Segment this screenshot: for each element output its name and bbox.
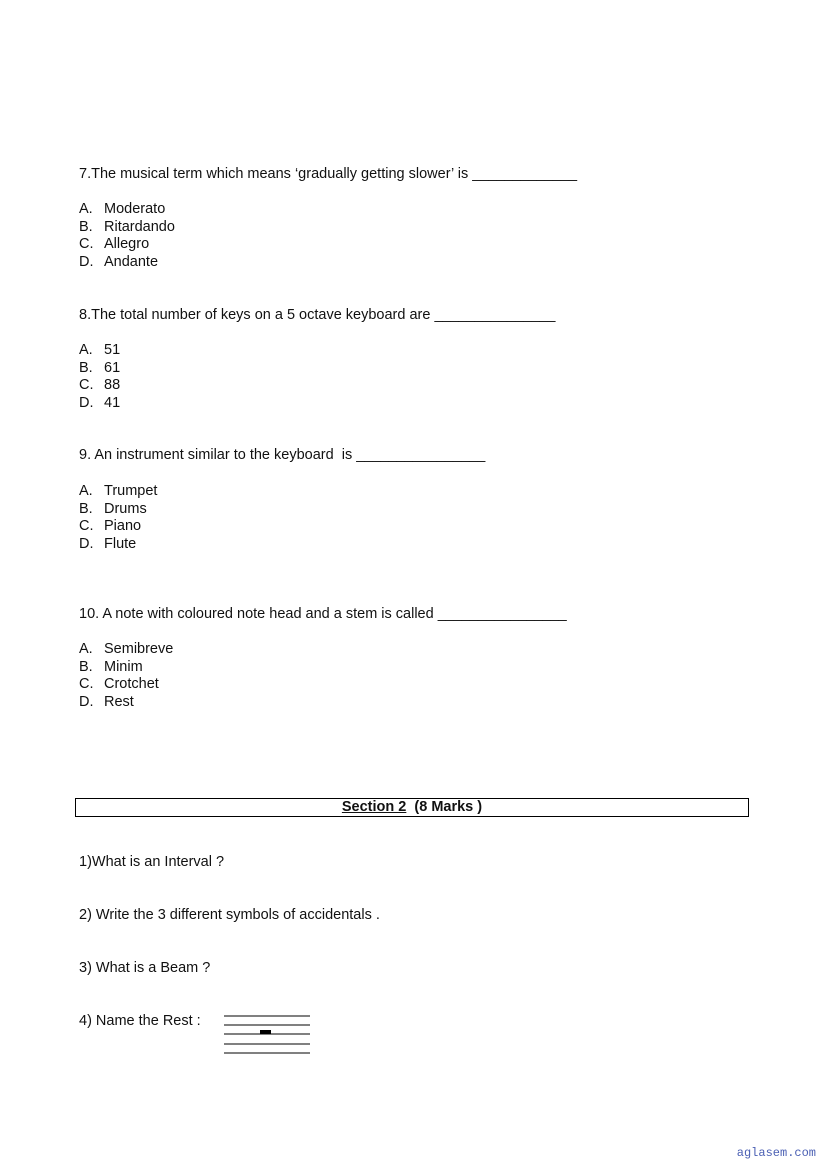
- option-a: [79, 641, 173, 659]
- question-8-options: [79, 342, 120, 412]
- option-text: 88: [104, 377, 121, 394]
- option-text: Flute: [104, 535, 137, 552]
- option-text: Drums: [104, 500, 147, 517]
- option-text: Moderato: [104, 201, 166, 217]
- option-text: Trumpet: [104, 483, 158, 499]
- option-letter: B.: [79, 359, 93, 376]
- option-letter: C.: [79, 377, 94, 394]
- option-letter: A.: [79, 483, 93, 499]
- section2-question-2: 2) Write the 3 different symbols of accidentals .: [79, 907, 380, 923]
- option-letter: D.: [79, 253, 94, 270]
- option-b: [79, 360, 120, 378]
- staff-rest-image: [224, 1013, 310, 1057]
- option-text: 61: [104, 359, 121, 376]
- section2-question-3: 3) What is a Beam ?: [79, 960, 211, 976]
- section2-question-4: 4) Name the Rest :: [79, 1013, 201, 1029]
- option-c: [79, 236, 175, 254]
- option-b: [79, 659, 173, 677]
- footer-watermark: aglasem.com: [736, 1146, 816, 1160]
- option-d: [79, 254, 175, 272]
- option-letter: B.: [79, 658, 93, 675]
- option-b: [79, 501, 157, 519]
- option-d: [79, 395, 120, 413]
- option-letter: D.: [79, 535, 94, 552]
- option-text: Rest: [104, 693, 134, 710]
- option-letter: B.: [79, 218, 93, 235]
- option-letter: A.: [79, 201, 93, 217]
- question-7: 7.The musical term which means ‘gradually getting slower’ is _____________: [79, 166, 578, 182]
- option-text: Semibreve: [104, 641, 174, 657]
- question-7-options: [79, 201, 175, 271]
- option-c: [79, 518, 157, 536]
- option-letter: A.: [79, 342, 93, 358]
- option-text: Crotchet: [104, 676, 159, 693]
- option-text: 41: [104, 394, 121, 411]
- option-b: [79, 219, 175, 237]
- section-header: [75, 798, 749, 817]
- option-letter: C.: [79, 518, 94, 535]
- question-9-options: [79, 483, 157, 553]
- section-marks: (8 Marks ): [414, 799, 483, 815]
- question-9: 9. An instrument similar to the keyboard is ________________: [79, 447, 486, 463]
- section-title: Section 2: [341, 799, 407, 815]
- option-d: [79, 694, 173, 712]
- option-text: Allegro: [104, 236, 150, 253]
- option-letter: B.: [79, 500, 93, 517]
- option-a: [79, 201, 175, 219]
- half-rest-symbol: [260, 1030, 271, 1035]
- option-letter: D.: [79, 394, 94, 411]
- option-a: [79, 342, 120, 360]
- option-letter: C.: [79, 236, 94, 253]
- option-text: Andante: [104, 253, 159, 270]
- option-letter: D.: [79, 693, 94, 710]
- question-10-options: [79, 641, 173, 711]
- option-c: [79, 377, 120, 395]
- option-text: Minim: [104, 658, 143, 675]
- option-d: [79, 536, 157, 554]
- option-c: [79, 676, 173, 694]
- section2-question-1: 1)What is an Interval ?: [79, 854, 225, 870]
- option-text: Piano: [104, 518, 142, 535]
- option-letter: C.: [79, 676, 94, 693]
- question-8: 8.The total number of keys on a 5 octave keyboard are _______________: [79, 307, 556, 323]
- question-10: 10. A note with coloured note head and a stem is called ________________: [79, 606, 567, 622]
- option-a: [79, 483, 157, 501]
- option-text: Ritardando: [104, 218, 175, 235]
- option-letter: A.: [79, 641, 93, 657]
- option-text: 51: [104, 342, 121, 358]
